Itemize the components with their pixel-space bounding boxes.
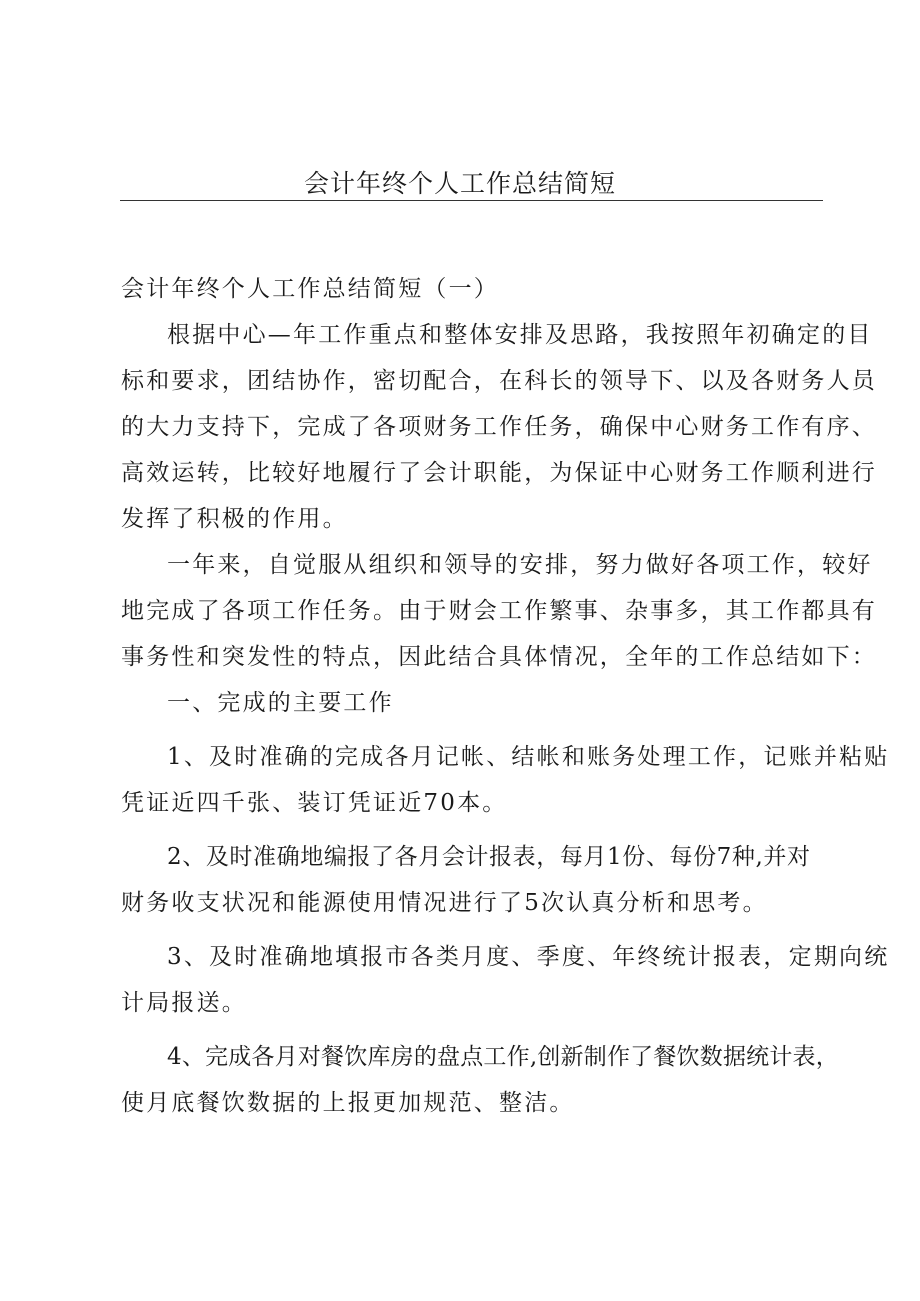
- paragraph-line: 4、完成各月对餐饮库房的盘点工作,创新制作了餐饮数据统计表，: [167, 1044, 839, 1070]
- paragraph-line: 使月底餐饮数据的上报更加规范、整洁。: [121, 1090, 575, 1116]
- paragraph-line: 事务性和突发性的特点，因此结合具体情况，全年的工作总结如下：: [121, 644, 877, 670]
- document-body: [121, 266, 890, 1126]
- paragraph-7: [121, 1034, 839, 1126]
- paragraph-line: 凭证近四千张、装订凭证近70本。: [121, 790, 508, 816]
- spacer: [121, 1026, 821, 1034]
- spacer: [121, 926, 821, 934]
- paragraph-line: 发挥了积极的作用。: [121, 506, 348, 532]
- document-title: 会计年终个人工作总结简短: [303, 169, 616, 198]
- paragraph-line: 1、及时准确的完成各月记帐、结帐和账务处理工作，记账并粘贴: [167, 744, 890, 770]
- paragraph-line: 3、及时准确地填报市各类月度、季度、年终统计报表，定期向统: [167, 944, 890, 970]
- paragraph-line: 的大力支持下，完成了各项财务工作任务，确保中心财务工作有序、: [121, 414, 877, 440]
- paragraph-5: [121, 834, 821, 926]
- paragraph-4: [121, 734, 890, 826]
- paragraph-line: 2、及时准确地编报了各月会计报表，每月1份、每份7种,并对: [167, 844, 811, 870]
- paragraph-line: 一年来，自觉服从组织和领导的安排，努力做好各项工作，较好: [167, 552, 873, 578]
- spacer: [121, 726, 821, 734]
- spacer: [121, 826, 821, 834]
- paragraph-2: [121, 542, 877, 680]
- paragraph-line: 地完成了各项工作任务。由于财会工作繁事、杂事多，其工作都具有: [121, 598, 877, 624]
- paragraph-line: 根据中心—年工作重点和整体安排及思路，我按照年初确定的目: [167, 322, 873, 348]
- paragraph-line: 计局报送。: [121, 990, 247, 1016]
- paragraph-1: [121, 312, 877, 542]
- paragraph-line: 财务收支状况和能源使用情况进行了5次认真分析和思考。: [121, 890, 768, 916]
- paragraph-3: [121, 680, 821, 726]
- paragraph-line: 高效运转，比较好地履行了会计职能，为保证中心财务工作顺利进行: [121, 460, 877, 486]
- subsection-heading: 一、完成的主要工作: [167, 690, 394, 716]
- title-underline: [120, 200, 823, 201]
- paragraph-6: [121, 934, 890, 1026]
- section-heading: 会计年终个人工作总结简短（一）: [121, 276, 499, 302]
- paragraph-line: 标和要求，团结协作，密切配合，在科长的领导下、以及各财务人员: [121, 368, 877, 394]
